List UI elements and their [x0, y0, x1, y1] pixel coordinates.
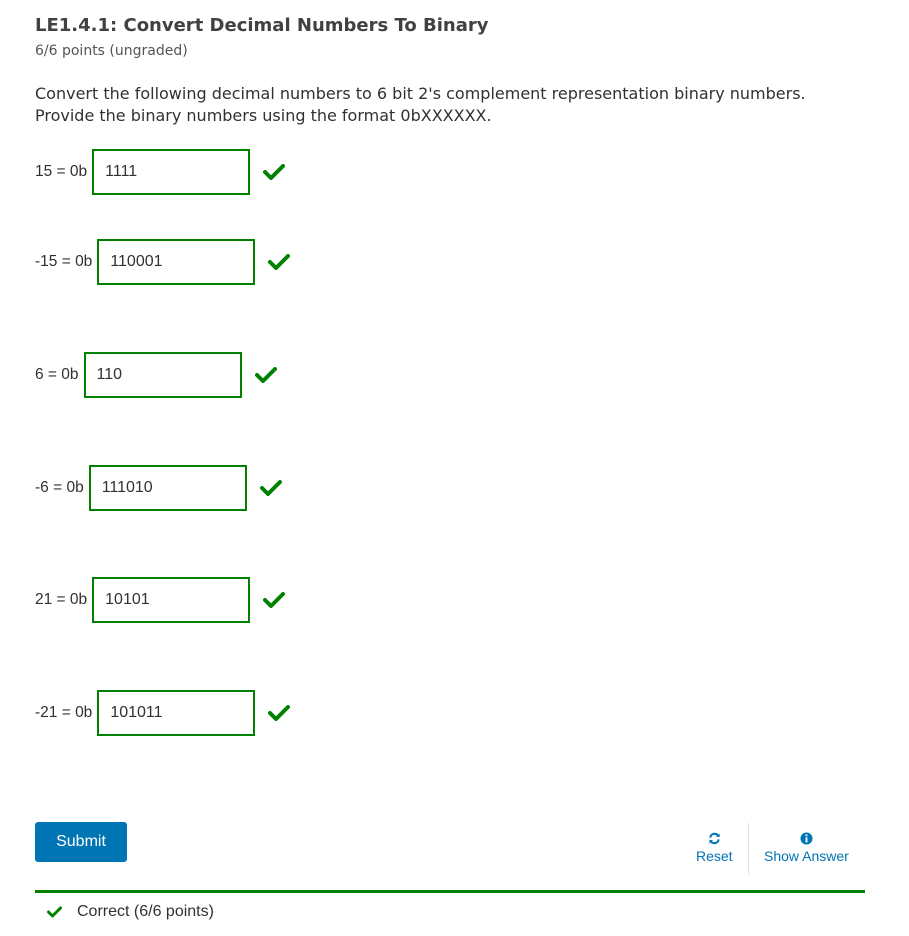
points-label: 6/6 points (ungraded): [35, 43, 188, 59]
checkmark-icon: [268, 705, 290, 721]
checkmark-icon: [255, 367, 277, 383]
problem-title: LE1.4.1: Convert Decimal Numbers To Binary: [35, 15, 489, 36]
checkmark-icon: [47, 906, 62, 918]
checkmark-icon: [263, 164, 285, 180]
answer-input[interactable]: [84, 352, 242, 398]
status-divider: [35, 890, 865, 893]
answer-label: -21 = 0b: [35, 704, 93, 721]
answer-row: [35, 149, 285, 195]
answer-row: [35, 352, 277, 398]
answer-label: -6 = 0b: [35, 479, 84, 496]
answer-input[interactable]: [97, 239, 255, 285]
submit-button[interactable]: Submit: [35, 822, 127, 862]
answer-input[interactable]: [97, 690, 255, 736]
answer-input[interactable]: [89, 465, 247, 511]
checkmark-icon: [260, 480, 282, 496]
answer-label: 6 = 0b: [35, 366, 79, 383]
status-text: Correct (6/6 points): [77, 903, 214, 920]
status-message: [47, 903, 214, 921]
info-icon: [800, 832, 813, 845]
answer-input[interactable]: [92, 577, 250, 623]
reset-label: Reset: [696, 848, 733, 864]
answer-label: 21 = 0b: [35, 591, 88, 608]
action-divider: [748, 823, 749, 875]
answer-row: [35, 577, 285, 623]
checkmark-icon: [263, 592, 285, 608]
answer-row: [35, 239, 290, 285]
answer-row: [35, 465, 282, 511]
answer-label: 15 = 0b: [35, 163, 88, 180]
answer-input[interactable]: [92, 149, 250, 195]
answer-row: [35, 690, 290, 736]
reset-button[interactable]: [696, 832, 733, 864]
refresh-icon: [708, 832, 721, 845]
answer-label: -15 = 0b: [35, 253, 93, 270]
problem-prompt: Convert the following decimal numbers to 6 bit 2's complement representation binary numbers. Provide the binary numbers using the format 0bXXXXXX.: [35, 84, 806, 125]
checkmark-icon: [268, 254, 290, 270]
show-answer-label: Show Answer: [764, 848, 849, 864]
show-answer-button[interactable]: [764, 832, 849, 864]
